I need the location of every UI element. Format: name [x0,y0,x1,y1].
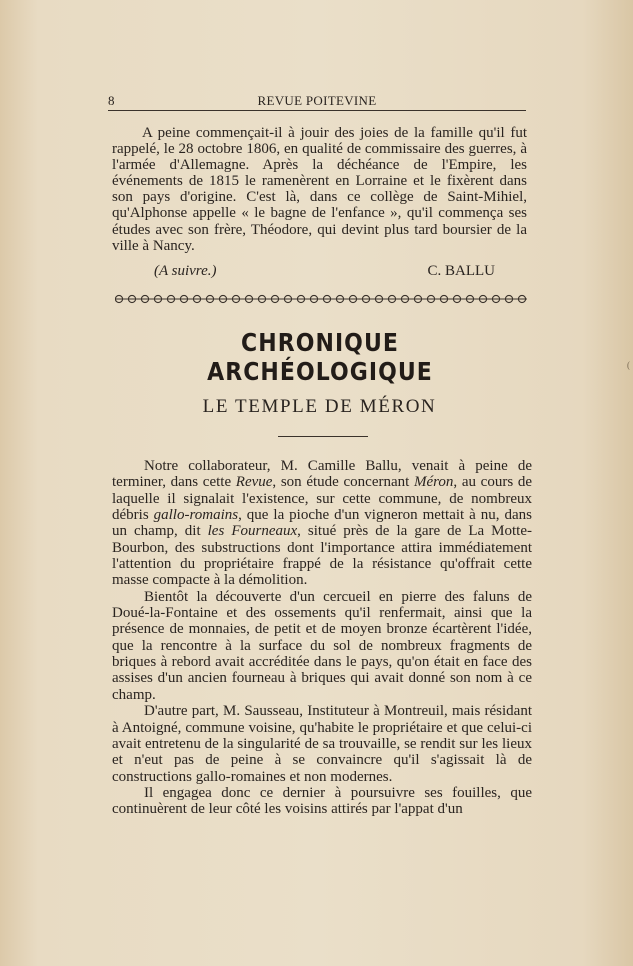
previous-article-paragraph: A peine commençait-il à jouir des joies de la famille qu'il fut rappelé, le 28 octobre 1806, en qualité de commissaire des guerres, à l'armée d'Allemagne. Après la déchéance de l'Empire, les événements de 1815 le ramenèrent en Lorraine et le fixèrent dans son pays d'origine. C'est là, dans ce collège de Saint-Mihiel, qu'Alphonse appelle « le bagne de l'enfance », qu'il commença ses études avec son frère, Théodore, qui devint plus tard boursier de la ville à Nancy. [112,125,527,254]
article-paragraph: Notre collaborateur, M. Camille Ballu, venait à peine de terminer, dans cette Revue, son étude concernant Méron, au cours de laquelle il signalait l'existence, sur cette commune, de nombreux débris gallo-romains, que la pioche d'un vigneron mettait à nu, dans un champ, dit les Fourneaux, situé près de la gare de La Motte-Bourbon, des substructions dont l'importance attira immédiatement l'attention du propriétaire frappé de la résistance qu'offrait cette masse compacte à la démolition. [112,458,533,589]
section-heading: CHRONIQUE ARCHÉOLOGIQUE [207,328,433,386]
running-header [108,93,526,111]
running-title: REVUE POITEVINE [257,93,377,108]
title-rule [278,436,368,437]
margin-mark: ( [627,360,630,370]
article-title: LE TEMPLE DE MÉRON [202,396,437,417]
ornamental-divider [115,294,527,304]
page-number: 8 [108,93,115,108]
article-paragraph: D'autre part, M. Sausseau, Instituteur à Montreuil, mais résidant à Antoigné, commune voisine, qu'habite le propriétaire et que celui-ci avait entretenu de la singularité de sa trouvaille, se rendit sur les lieux et n'eut pas de peine à se convaincre qu'il s'agissait là de constructions gallo-romaines et non modernes. [112,703,532,785]
article-paragraph: Bientôt la découverte d'un cercueil en pierre des faluns de Doué-la-Fontaine et des ossements qu'il renfermait, ainsi que la présence de monnaies, de petit et de moyen bronze écartèrent l'idée, que la rencontre à la surface du sol de nombreux fragments de briques à rebord avait accréditée dans le pays, qu'on était en face des assises d'un ancien fourneau à briques qui avait donné son nom à ce champ. [112,588,532,703]
article-body [112,458,532,818]
to-follow-note: (A suivre.) [154,263,217,279]
article-paragraph: Il engagea donc ce dernier à poursuivre ses fouilles, que continuèrent de leur côté les voisins attirés par l'appat d'un [112,784,532,818]
author-signature: C. BALLU [427,263,495,279]
header-rule [108,110,526,111]
